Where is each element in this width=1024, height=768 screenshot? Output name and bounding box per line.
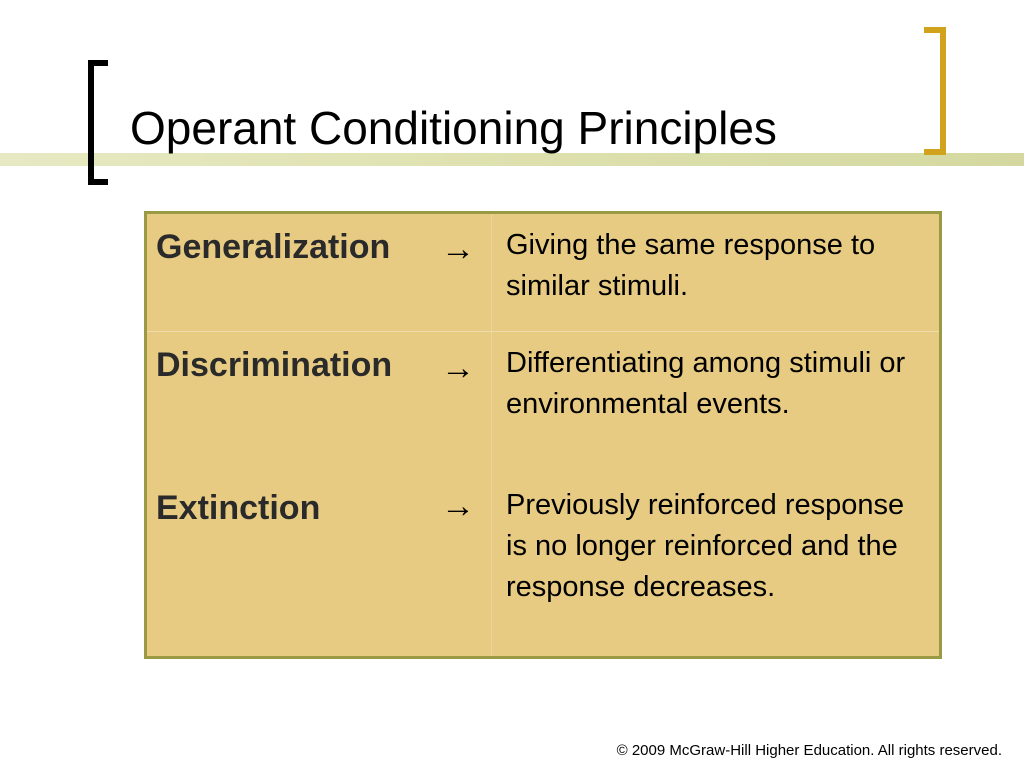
arrow-icon: →: [441, 349, 475, 387]
description-generalization: Giving the same response to similar stimuli.: [506, 229, 876, 302]
description-discrimination: Differentiating among stimuli or environmental events.: [506, 347, 906, 420]
arrow-icon: →: [441, 487, 475, 525]
left-bracket-decoration: [88, 60, 108, 185]
right-bracket-decoration: [924, 27, 946, 155]
term-discrimination: Discrimination: [156, 346, 393, 384]
term-generalization: Generalization: [156, 228, 391, 266]
principles-table: [144, 211, 942, 659]
row-divider: [147, 331, 939, 332]
arrow-icon: →: [441, 230, 475, 268]
column-divider: [491, 214, 492, 656]
slide-title: Operant Conditioning Principles: [130, 102, 777, 154]
description-extinction: Previously reinforced response is no longer reinforced and the response decreases.: [506, 489, 905, 603]
term-extinction: Extinction: [156, 489, 321, 527]
copyright-notice: © 2009 McGraw-Hill Higher Education. All rights reserved.: [616, 742, 1002, 759]
